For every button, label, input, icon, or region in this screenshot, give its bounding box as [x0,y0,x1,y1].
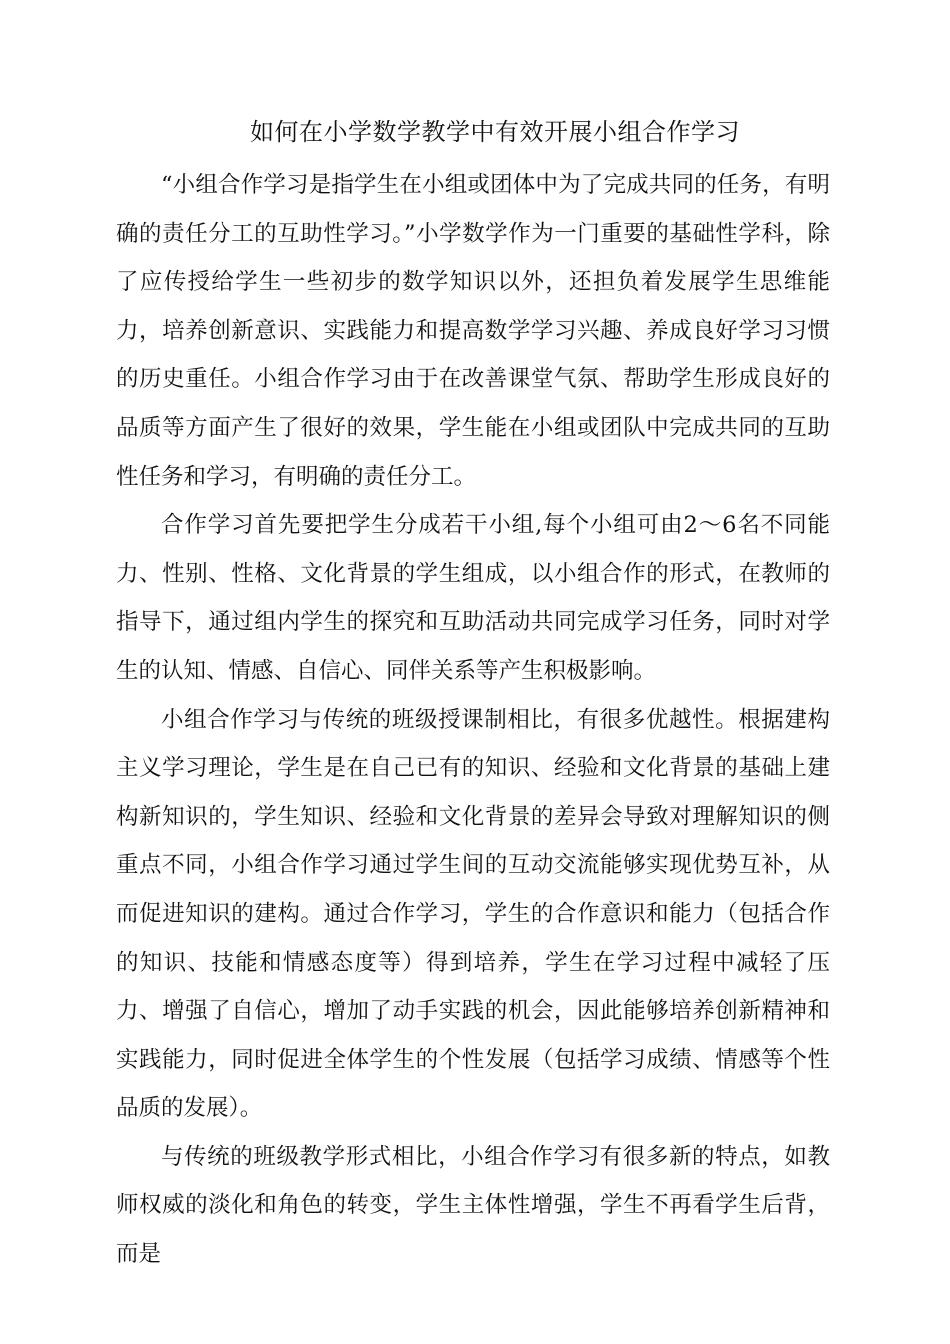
paragraph-1: “小组合作学习是指学生在小组或团体中为了完成共同的任务，有明确的责任分工的互助性学习。”小学数学作为一门重要的基础性学科，除了应传授给学生一些初步的数学知识以外，还担负着发展学生思维能力，培养创新意识、实践能力和提高数学学习兴趣、养成良好学习习惯的历史重任。小组合作学习由于在改善课堂气氛、帮助学生形成良好的品质等方面产生了很好的效果，学生能在小组或团队中完成共同的互助性任务和学习，有明确的责任分工。 [116,172,830,490]
document-body [116,161,830,1279]
paragraph-3: 小组合作学习与传统的班级授课制相比，有很多优越性。根据建构主义学习理论，学生是在自己已有的知识、经验和文化背景的基础上建构新知识的，学生知识、经验和文化背景的差异会导致对理解知识的侧重点不同，小组合作学习通过学生间的互动交流能够实现优势互补，从而促进知识的建构。通过合作学习，学生的合作意识和能力（包括合作的知识、技能和情感态度等）得到培养，学生在学习过程中减轻了压力、增强了自信心，增加了动手实践的机会，因此能够培养创新精神和实践能力，同时促进全体学生的个性发展（包括学习成绩、情感等个性品质的发展）。 [116,706,830,1122]
paragraph-4: 与传统的班级教学形式相比，小组合作学习有很多新的特点，如教师权威的淡化和角色的转变，学生主体性增强，学生不再看学生后背，而是 [116,1143,830,1268]
document-title: 如何在小学数学教学中有效开展小组合作学习 [250,118,740,146]
paragraph-2: 合作学习首先要把学生分成若干小组,每个小组可由2～6名不同能力、性别、性格、文化背景的学生组成，以小组合作的形式，在教师的指导下，通过组内学生的探究和互助活动共同完成学习任务，同时对学生的认知、情感、自信心、同伴关系等产生积极影响。 [116,512,830,684]
